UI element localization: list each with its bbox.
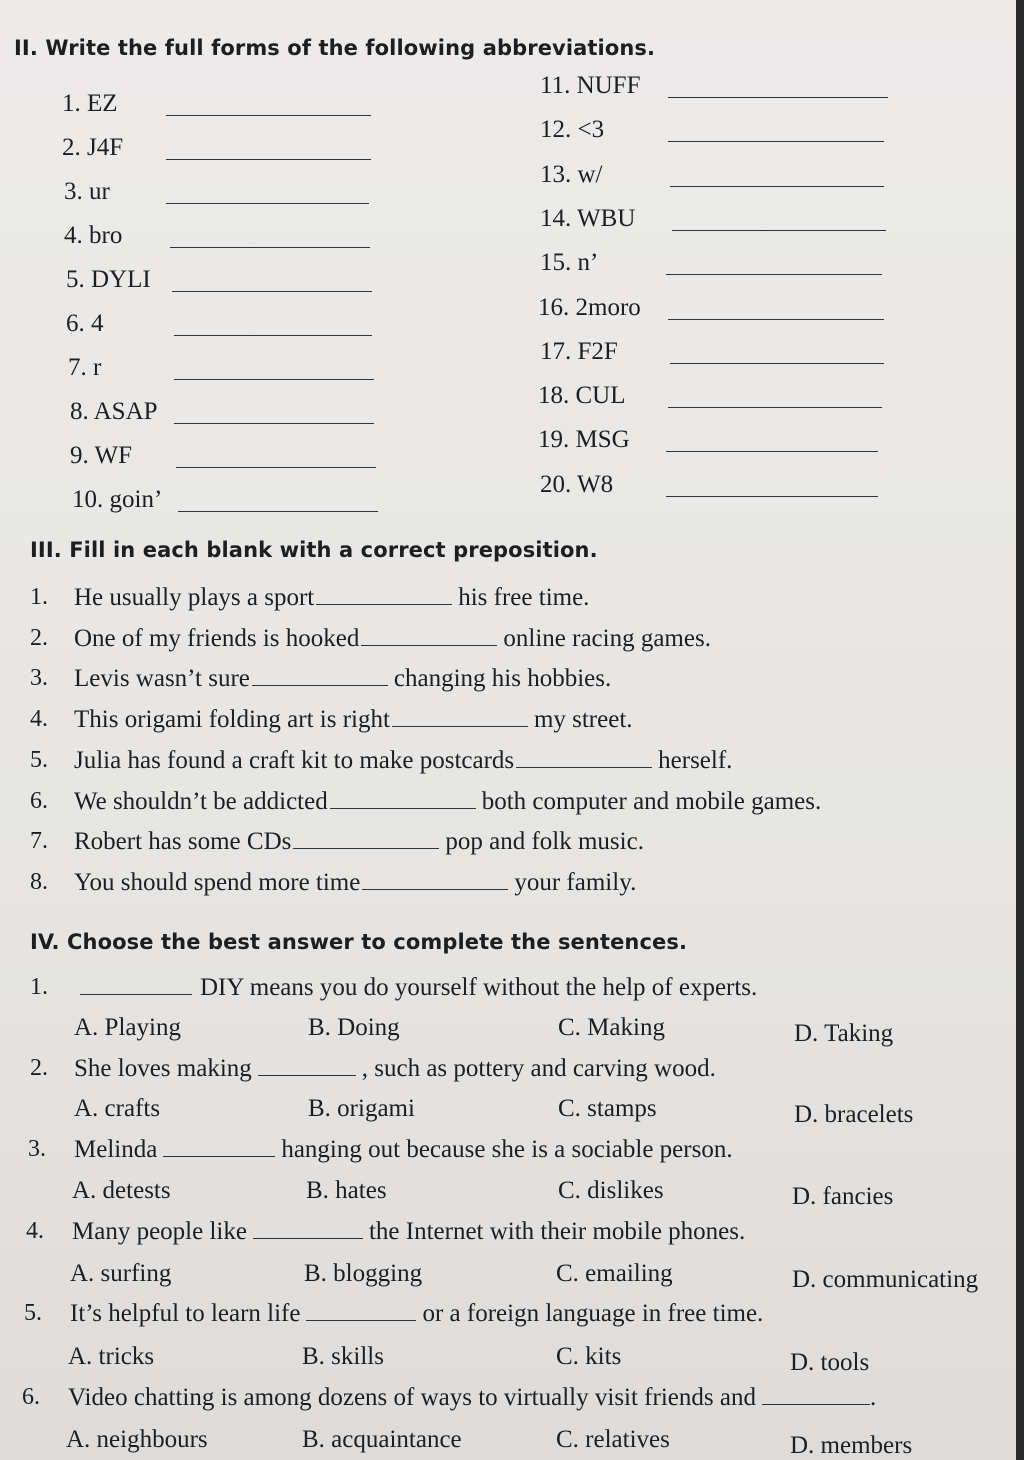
answer-blank[interactable] [330,788,476,809]
sentence-start: You should spend more time [74,868,361,896]
answer-blank[interactable] [361,625,497,646]
answer-option-d[interactable]: D. fancies [792,1183,894,1210]
sentence [74,869,636,897]
book-spine-edge [1016,0,1024,1460]
answer-blank[interactable] [253,1218,363,1239]
sentence-start: Many people like [72,1218,247,1245]
sentence-end: DIY means you do yourself without the help of experts. [200,974,758,1001]
answer-blank-line[interactable] [172,291,372,292]
answer-blank[interactable] [762,1384,870,1405]
abbreviation-label: 5. DYLI [66,266,151,293]
question-number: 3. [30,665,48,692]
answer-blank[interactable] [362,869,508,890]
answer-blank-line[interactable] [670,186,884,187]
abbreviation-label: 7. r [68,354,102,381]
answer-blank-line[interactable] [174,423,374,424]
answer-blank-line[interactable] [170,247,370,248]
sentence-end: pop and folk music. [445,828,644,856]
sentence-end: , such as pottery and carving wood. [361,1055,716,1082]
sentence-start: He usually plays a sport [74,584,315,611]
answer-blank[interactable] [80,974,192,995]
answer-blank-line[interactable] [672,230,886,231]
answer-blank[interactable] [258,1055,356,1076]
question-number: 8. [30,868,48,895]
answer-blank-line[interactable] [166,203,369,204]
sentence-end: your family. [514,868,637,896]
answer-option-a[interactable]: A. tricks [68,1343,155,1370]
question-number: 6. [22,1384,40,1410]
abbreviation-label: 8. ASAP [70,398,158,425]
answer-option-b[interactable]: B. blogging [304,1260,423,1287]
question-number: 4. [26,1218,44,1244]
abbreviation-label: 9. WF [70,442,133,469]
abbreviation-label: 16. 2moro [538,293,641,321]
sentence [74,747,732,775]
question-number: 5. [30,746,48,773]
question-number: 6. [30,787,48,814]
abbreviation-label: 17. F2F [540,337,618,365]
sentence-start: Video chatting is among dozens of ways to virtually visit friends and [68,1384,756,1411]
sentence-start: She loves making [74,1055,252,1082]
answer-option-b[interactable]: B. hates [306,1177,387,1204]
answer-option-b[interactable]: B. Doing [308,1014,400,1041]
answer-blank[interactable] [516,747,652,768]
answer-option-a[interactable]: A. neighbours [66,1426,208,1453]
abbreviation-label: 19. MSG [538,426,630,454]
question-number: 1. [30,584,48,610]
answer-option-d[interactable]: D. communicating [792,1266,979,1293]
question-number: 3. [28,1136,46,1162]
answer-option-a[interactable]: A. Playing [74,1014,181,1041]
sentence [74,1136,733,1164]
answer-blank-line[interactable] [166,159,371,160]
answer-option-a[interactable]: A. crafts [74,1095,161,1122]
answer-option-a[interactable]: A. surfing [70,1260,172,1287]
sentence [74,828,644,856]
answer-blank-line[interactable] [670,363,884,364]
answer-option-c[interactable]: C. stamps [558,1095,657,1122]
abbreviation-label: 11. NUFF [540,72,641,99]
answer-blank[interactable] [392,706,528,727]
sentence [68,1384,876,1412]
abbreviation-label: 18. CUL [538,382,626,410]
answer-blank-line[interactable] [666,451,878,452]
answer-option-c[interactable]: C. relatives [556,1426,670,1453]
answer-option-d[interactable]: D. tools [790,1349,870,1376]
abbreviation-label: 3. ur [64,178,110,205]
abbreviation-label: 6. 4 [66,310,104,337]
sentence-end: . [869,1384,877,1411]
answer-option-c[interactable]: C. kits [556,1343,622,1370]
answer-option-d[interactable]: D. Taking [794,1020,894,1047]
sentence-end: changing his hobbies. [393,665,612,693]
answer-blank-line[interactable] [668,407,882,408]
sentence-start: Melinda [74,1136,158,1163]
answer-option-b[interactable]: B. acquaintance [302,1426,462,1453]
sentence-start: It’s helpful to learn life [70,1300,301,1327]
sentence [72,1218,745,1246]
sentence [74,625,711,653]
sentence [74,788,821,816]
sentence-end: his free time. [458,584,590,611]
sentence-end: both computer and mobile games. [481,787,822,815]
sentence-start: One of my friends is hooked [74,624,360,652]
abbreviation-label: 13. w/ [540,160,603,188]
sentence [80,974,757,1002]
answer-blank-line[interactable] [176,467,376,468]
abbreviation-label: 12. <3 [540,116,605,144]
abbreviation-label: 1. EZ [62,90,118,117]
answer-blank-line[interactable] [166,115,371,116]
sentence-start: We shouldn’t be addicted [74,787,328,815]
sentence-start: This origami folding art is right [74,706,390,734]
question-number: 1. [30,974,48,1000]
sentence [70,1300,763,1328]
answer-option-c[interactable]: C. emailing [556,1260,673,1287]
answer-blank-line[interactable] [666,274,882,275]
answer-blank-line[interactable] [174,379,374,380]
sentence-end: my street. [533,706,633,734]
answer-blank[interactable] [163,1136,275,1157]
question-number: 7. [30,828,48,855]
abbreviation-label: 2. J4F [62,134,124,161]
sentence-start: Levis wasn’t sure [74,665,250,693]
sentence [74,706,633,734]
answer-blank[interactable] [306,1300,416,1321]
sentence-end: or a foreign language in free time. [422,1300,764,1327]
abbreviation-label: 10. goin’ [72,486,163,513]
answer-blank-line[interactable] [666,496,878,497]
question-number: 5. [24,1300,42,1326]
answer-option-b[interactable]: B. origami [308,1095,415,1122]
question-number: 4. [30,706,48,733]
answer-option-a[interactable]: A. detests [72,1177,171,1204]
answer-blank-line[interactable] [668,319,884,320]
answer-blank[interactable] [316,584,452,605]
abbreviation-label: 20. W8 [540,470,614,498]
sentence [74,584,589,612]
answer-blank-line[interactable] [174,335,372,336]
sentence-start: Robert has some CDs [74,828,292,856]
answer-option-b[interactable]: B. skills [302,1343,384,1370]
answer-option-d[interactable]: D. bracelets [794,1101,914,1128]
answer-option-c[interactable]: C. Making [558,1014,665,1041]
question-number: 2. [30,1055,48,1081]
sentence-end: herself. [658,746,733,774]
abbreviation-label: 4. bro [64,222,123,249]
question-number: 2. [30,624,48,651]
abbreviation-label: 15. n’ [540,249,599,277]
answer-blank-line[interactable] [178,511,378,512]
sentence-end: the Internet with their mobile phones. [368,1218,746,1245]
section-4-heading: IV. Choose the best answer to complete the sentences. [30,930,688,954]
sentence-end: online racing games. [503,624,711,652]
sentence-end: hanging out because she is a sociable person. [281,1136,733,1163]
section-2-heading: II. Write the full forms of the following abbreviations. [14,36,656,60]
answer-option-c[interactable]: C. dislikes [558,1177,664,1204]
answer-blank-line[interactable] [668,141,884,142]
sentence [74,1055,716,1083]
sentence-start: Julia has found a craft kit to make postcards [74,746,515,774]
sentence [74,665,611,693]
answer-blank-line[interactable] [668,97,888,98]
answer-blank[interactable] [252,665,388,686]
answer-blank[interactable] [293,828,439,849]
answer-option-d[interactable]: D. members [790,1432,913,1459]
abbreviation-label: 14. WBU [540,204,636,232]
section-3-heading: III. Fill in each blank with a correct preposition. [30,538,598,562]
